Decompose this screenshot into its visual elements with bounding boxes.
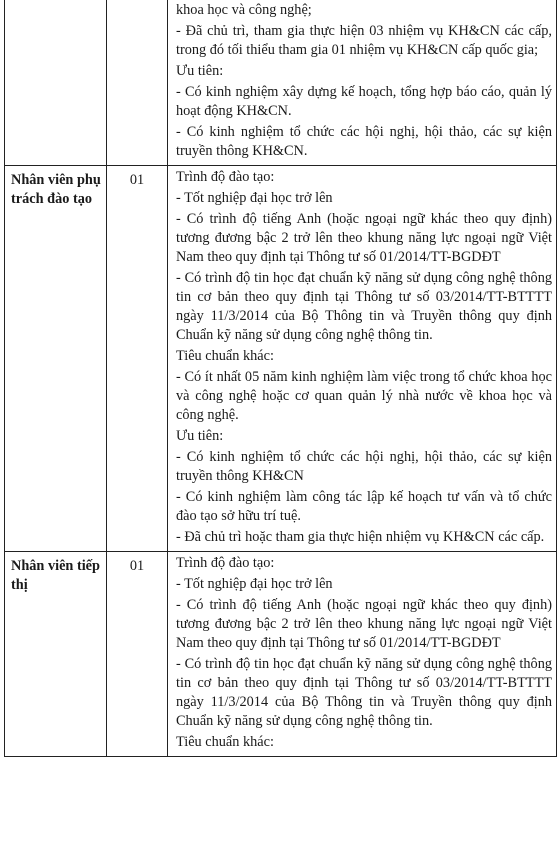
requirement-item: - Có kinh nghiệm tổ chức các hội nghị, hội thảo, các sự kiện truyền thông KH&CN. (176, 124, 552, 159)
table-row (5, 166, 557, 552)
requirement-item: - Đã chủ trì, tham gia thực hiện 03 nhiệm vụ KH&CN các cấp, trong đó tối thiểu tham gia 01 nhiệm vụ KH&CN cấp quốc gia; (176, 23, 552, 58)
requirement-item: - Có trình độ tin học đạt chuẩn kỹ năng sử dụng công nghệ thông tin cơ bản theo quy định tại Thông tư số 03/2014/TT-BTTTT ngày 11/3/2014 của Bộ Thông tin và Truyền thông quy định Chuẩn kỹ năng sử dụng công nghệ thông tin. (176, 270, 552, 343)
requirement-item: - Có kinh nghiệm tổ chức các hội nghị, hội thảo, các sự kiện truyền thông KH&CN (176, 449, 552, 484)
requirement-item: - Có ít nhất 05 năm kinh nghiệm làm việc trong tổ chức khoa học và công nghệ hoặc cơ quan quản lý nhà nước về khoa học và công nghệ. (176, 369, 552, 423)
section-heading: Ưu tiên: (176, 428, 224, 444)
section-heading: Trình độ đào tạo: (176, 555, 275, 571)
table-row (5, 552, 557, 757)
requirement-item: - Tốt nghiệp đại học trở lên (176, 190, 333, 206)
role-cell: Nhân viên phụ trách đào tạo (5, 166, 107, 552)
requirement-item: - Có trình độ tiếng Anh (hoặc ngoại ngữ khác theo quy định) tương đương bậc 2 trở lên theo khung năng lực ngoại ngữ Việt Nam theo quy định tại Thông tư số 01/2014/TT-BGDĐT (176, 597, 552, 651)
requirement-item: - Có kinh nghiệm xây dựng kế hoạch, tổng hợp báo cáo, quản lý hoạt động KH&CN. (176, 84, 552, 119)
requirement-item: - Đã chủ trì hoặc tham gia thực hiện nhiệm vụ KH&CN các cấp. (176, 529, 545, 545)
requirement-item: - Có trình độ tin học đạt chuẩn kỹ năng sử dụng công nghệ thông tin cơ bản theo quy định tại Thông tư số 03/2014/TT-BTTTT ngày 11/3/2014 của Bộ Thông tin và Truyền thông quy định Chuẩn kỹ năng sử dụng công nghệ thông tin. (176, 656, 552, 729)
requirements-cell (168, 552, 557, 757)
quantity-cell (107, 0, 168, 166)
requirement-item: - Có kinh nghiệm làm công tác lập kế hoạch tư vấn và tổ chức đào tạo sở hữu trí tuệ. (176, 489, 552, 524)
section-heading: Ưu tiên: (176, 63, 224, 79)
quantity-cell: 01 (107, 552, 168, 757)
requirements-list (168, 552, 556, 756)
table-row (5, 0, 557, 166)
role-cell (5, 0, 107, 166)
section-heading: Tiêu chuẩn khác: (176, 734, 274, 750)
requirement-item: - Có trình độ tiếng Anh (hoặc ngoại ngữ khác theo quy định) tương đương bậc 2 trở lên theo khung năng lực ngoại ngữ Việt Nam theo quy định tại Thông tư số 01/2014/TT-BGDĐT (176, 211, 552, 265)
requirements-list (168, 0, 556, 165)
requirements-cell (168, 0, 557, 166)
requirement-item: khoa học và công nghệ; (176, 2, 312, 18)
recruitment-table (4, 0, 557, 757)
section-heading: Tiêu chuẩn khác: (176, 348, 274, 364)
section-heading: Trình độ đào tạo: (176, 169, 275, 185)
requirements-list (168, 166, 556, 551)
requirement-item: - Tốt nghiệp đại học trở lên (176, 576, 333, 592)
role-cell: Nhân viên tiếp thị (5, 552, 107, 757)
requirements-cell (168, 166, 557, 552)
quantity-cell: 01 (107, 166, 168, 552)
